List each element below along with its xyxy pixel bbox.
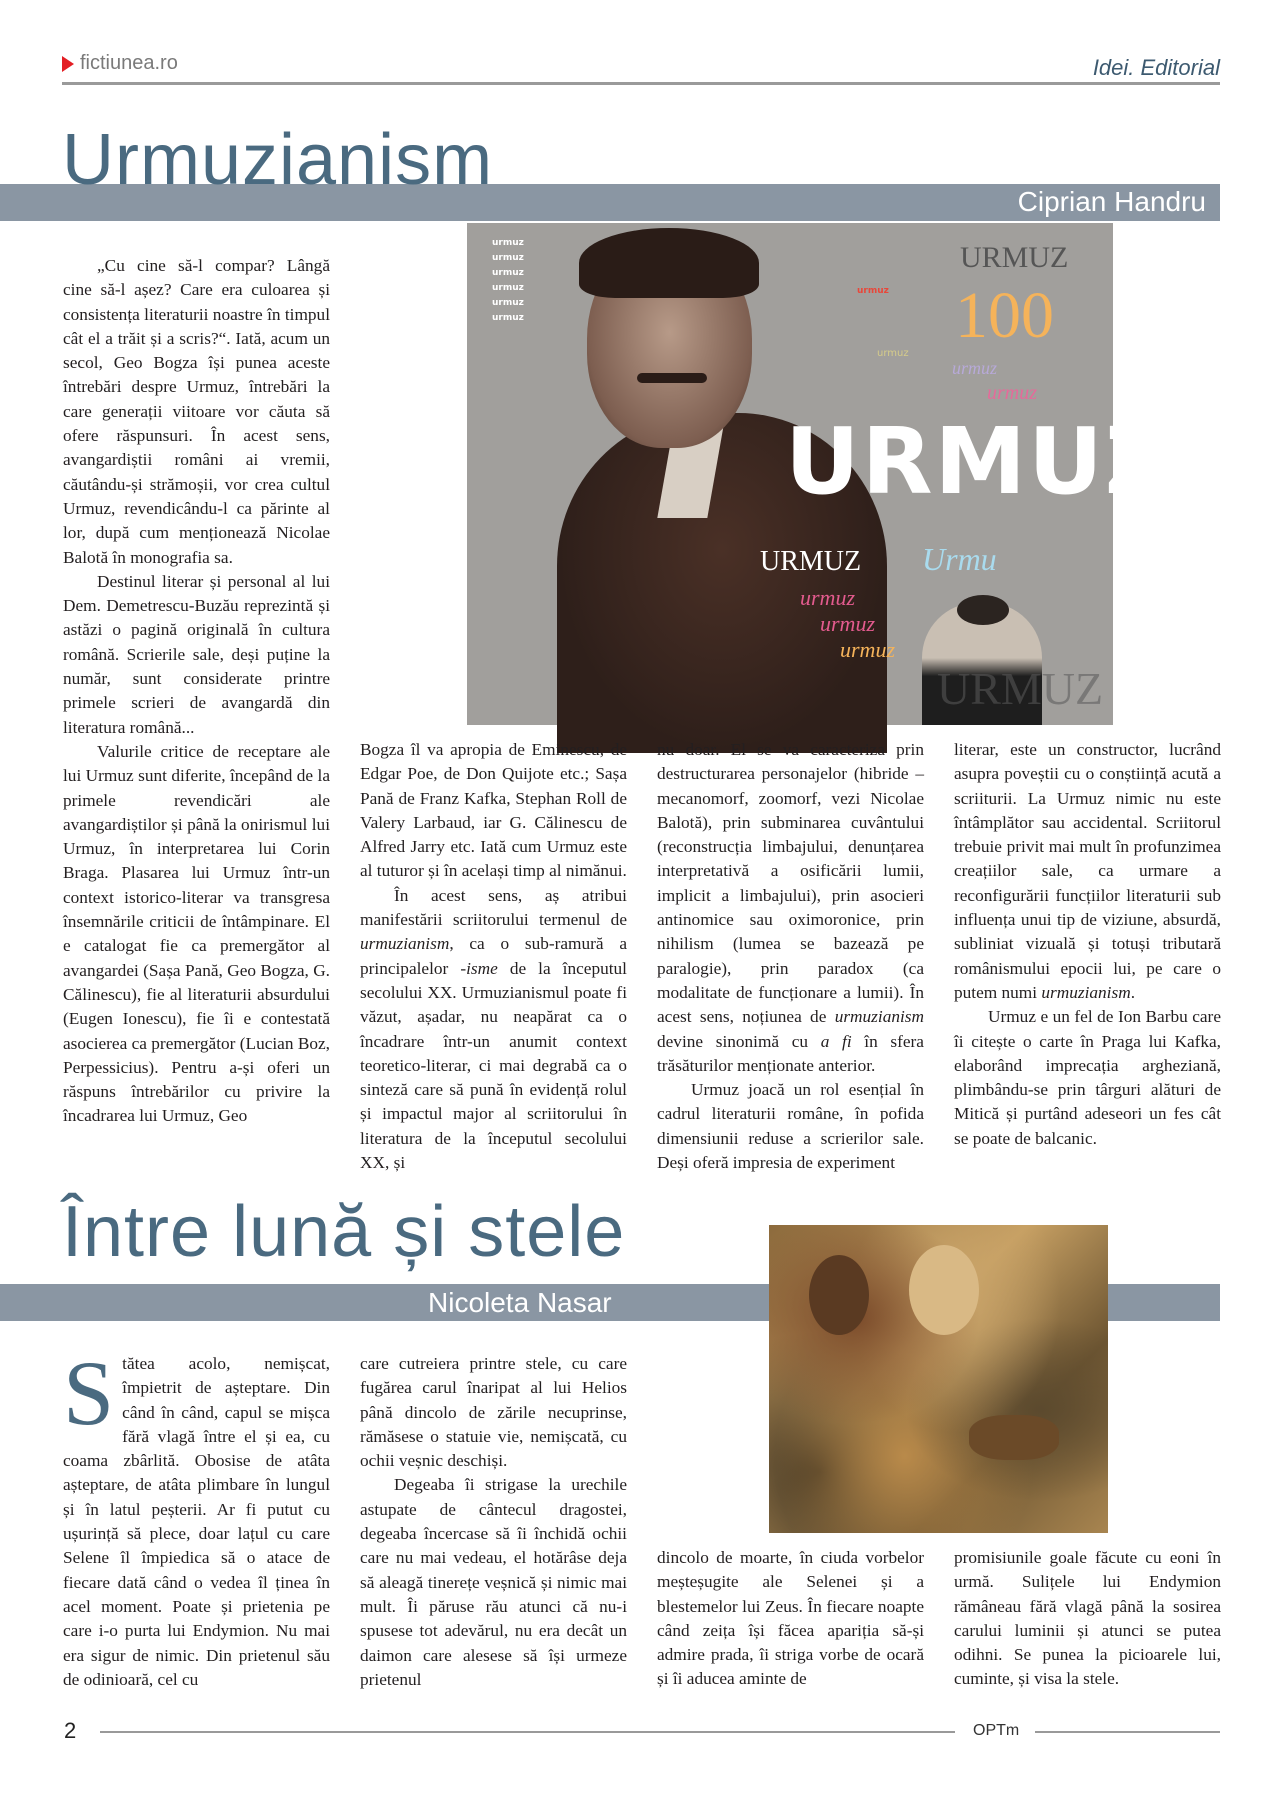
fresco-deer: [969, 1415, 1059, 1460]
urmuz-top-label: URMUZ: [960, 241, 1069, 274]
article1-author: Ciprian Handru: [1017, 186, 1206, 217]
stack-text: urmuz: [492, 238, 524, 248]
paragraph: [954, 1546, 1221, 1692]
paragraph: [657, 1546, 924, 1692]
drop-cap: S: [63, 1342, 115, 1444]
text-run: devine sinonimă cu: [657, 1031, 821, 1051]
site-name[interactable]: [62, 52, 178, 75]
article1-column-2: [360, 738, 627, 1175]
urmuz-bottom-label: URMUZ: [937, 663, 1104, 714]
stack-text: urmuz: [840, 637, 896, 662]
stack-text: urmuz: [492, 298, 524, 308]
text-run: , ca o sub-ramură a principalelor -: [360, 934, 627, 978]
paragraph: [657, 738, 924, 1078]
text-run: „Cu cine să-l compar? Lângă cine să-l așez? Care era culoarea și consistența literaturii noastre în timpul cât el a trăit și a scris?“. Iată, acum un secol, Geo Bogza își punea aceste întrebări despre Urmuz, întrebări la care generații viitoare vor căuta să ofere răspunsuri. În acest sens, avangardiștii români ai vremii, căutându-și strămoșii, vor crea cultul Urmuz, revendicându-l ca părinte al lor, după cum menționează Nicolae Balotă în monografia sa.: [63, 256, 330, 567]
text-run: Degeaba îi strigase la urechile astupate de cântecul dragostei, degeaba încercase să îi închidă ochii care nu mai vedeau, el hotărâse deja să aleagă tinerețe veșnică și nimic mai mult. Îi păruse rău atunci că nu-i spusese tot adevărul, nu era decât un daimon care alesese să își urmeze prietenul: [360, 1475, 627, 1689]
paragraph: [954, 738, 1221, 1005]
article2-author: Nicoleta Nasar: [428, 1287, 612, 1318]
text-run: Bogza îl va apropia de Eminescu, de Edgar Poe, de Don Quijote etc.; Sașa Pană de Franz Kafka, Stephan Roll de Valery Larbaud, iar G. Călinescu de Alfred Jarry etc. Iată cum Urmuz este al tuturor și în același timp al nimănui.: [360, 740, 627, 881]
text-run: În acest sens, aș atribui manifestării scriitorului termenul de: [360, 885, 627, 930]
text-run: care cutreiera printre stele, cu care fugărea carul înaripat al lui Helios până dincolo de zările necuprinse, rămăsese o statuie vie, nemișcată, cu ochii veșnic deschiși.: [360, 1354, 627, 1471]
stack-text: urmuz: [820, 611, 876, 636]
text-run: promisiunile goale făcute cu eoni în urmă. Sulițele lui Endymion rămâneau fără vlagă până la sosirea carului luminii și atunci se putea odihni. Se punea la picioarele lui, cuminte, și visa la stele.: [954, 1548, 1221, 1689]
stack-text: urmuz: [492, 253, 524, 263]
stack-text: urmuz: [492, 268, 524, 278]
article2-column-3: [657, 1546, 924, 1692]
text-run: nu doar. El se va caracteriza prin destructurarea personajelor (hibride – mecanomorf, zoomorf, vezi Nicolae Balotă), prin subminarea cuvântului (reconstrucția limbajului, denunțarea interpretativă a osificării lumii, implicit a limbajului), prin asocieri antinomice sau oximoronice, prin nihilism (lumea se bazează pe paralogie), prin paradox (ca modalitate de funcționare a lumii). În acest sens, noțiunea de: [657, 740, 924, 1027]
article1-column-3: [657, 738, 924, 1175]
urmuz-big: URMUZ: [785, 408, 1174, 515]
text-run: Urmuz e un fel de Ion Barbu care îi citește o carte în Praga lui Kafka, elaborând imprecația argheziană, plimbându-se prin târguri alături de Mitică și purtând adeseori un fes cât se poate de balcanic.: [954, 1007, 1221, 1148]
italic-term: urmuzianism: [834, 1007, 924, 1027]
text-run: .: [1130, 982, 1136, 1002]
urmuz-100: 100: [955, 279, 1054, 352]
magazine-name: OPTm: [973, 1722, 1020, 1739]
stack-text: urmuz: [800, 585, 856, 610]
header-divider: [62, 82, 1220, 85]
text-run: Urmuz joacă un rol esențial în cadrul literaturii române, în pofida dimensiunii reduse a scrierilor sale. Deși oferă impresia de experiment: [657, 1080, 924, 1173]
text-run: de la începutul secolului XX. Urmuzianismul poate fi văzut, așadar, nu neapărat ca o încadrare într-un anumit context teoretico-literar, ci mai degrabă ca o sinteză care să pună în evidență rolul și impactul major al scriitorului în literatura de la începutul secolului XX, și: [360, 958, 627, 1173]
italic-term: urmuzianism: [360, 934, 450, 954]
text-run: în sfera trăsăturilor menționate anterior.: [657, 1031, 924, 1075]
paragraph: [360, 1352, 627, 1473]
article1-title: Urmuzianism: [62, 120, 494, 200]
site-name-label: fictiunea.ro: [80, 52, 178, 74]
urmuz-serif-label: URMUZ: [760, 546, 862, 577]
article1-column-1: [63, 254, 330, 1129]
fresco-figure: [909, 1245, 979, 1335]
urmuz-blue: Urmu: [922, 541, 997, 577]
text-run: literar, este un constructor, lucrând asupra poveștii cu o conștiință acută a scriiturii. La Urmuz nimic nu este întâmplător sau accidental. Scriitorul trebuie privit mai mult în profunzimea creațiilor sale, ca urmare a reconfigurării funcțiilor literaturii sub influența unui tip de viziune, absurdă, subliniat vizuală și totuși tributară românismului epocii lui, pe care o putem numi: [954, 740, 1221, 1002]
text-run: dincolo de moarte, în ciuda vorbelor meșteșugite ale Selenei și a blestemelor lui Zeus. În fiecare noapte când zeița își făcea apariția să-și admire prada, îi striga vorbe de ocară și îi aducea aminte de: [657, 1548, 924, 1689]
stack-text: urmuz: [492, 283, 524, 293]
portrait-mustache: [637, 373, 707, 383]
article1-image-urmuz-collage: [467, 223, 1174, 725]
footer-divider: [1035, 1731, 1220, 1733]
text-run: tătea acolo, nemișcat, împietrit de așteptare. Din când în când, capul se mișca fără vlagă între el și ea, cu coama zbârlită. Obosise de atâta așteptare, de atâta plimbare în lungul și în latul peșterii. Ar fi putut cu ușurință să plece, doar lațul cu care Selene îl împiedica să o atace de fiecare dată când o vedea îl ținea în acel moment. Poate și prietenia pe care i-o purta lui Endymion. Nu mai era sigur de nimic. Din prietenul său de odinioară, cel cu: [63, 1354, 330, 1689]
section-label: Idei. Editorial: [1092, 55, 1220, 80]
portrait-hair: [579, 228, 759, 298]
text-run: Valurile critice de receptare ale lui Urmuz sunt diferite, începând de la primele revendicări ale avangardiștilor și până la onirismul lui Urmuz, în interpretarea lui Corin Braga. Plasarea lui Urmuz într-un context istorico-literar va transgresa însemnările criticii de întâmpinare. El e catalogat fie ca premergător al avangardei (Sașa Pană, Geo Bogza, G. Călinescu), fie al literaturii absurdului (Eugen Ionescu), fie îi e contestată asocierea ca premergător (Lucian Boz, Perpessicius). Pentru a-și oferi un răspuns întrebărilor cu privire la încadrarea lui Urmuz, Geo: [63, 741, 330, 1126]
article2-title: Între lună și stele: [62, 1192, 626, 1272]
article2-column-2: [360, 1352, 627, 1692]
paragraph: [63, 254, 330, 570]
paragraph: [657, 1078, 924, 1175]
italic-term: urmuzianism: [1041, 982, 1131, 1002]
text-run: Destinul literar și personal al lui Dem. Demetrescu-Buzău reprezintă și astăzi o pagină originală în cultura română. Scrierile sale, deși puține la număr, sunt considerate printre primele scrieri de avangardă din literatura română...: [63, 571, 330, 737]
article1-column-4: [954, 738, 1221, 1151]
play-triangle-icon: [62, 56, 74, 72]
urmuz-small-stack: [492, 236, 524, 326]
paragraph: [63, 570, 330, 740]
page-number: 2: [64, 1718, 77, 1743]
italic-term: a fi: [820, 1031, 852, 1051]
urmuz-purple: urmuz: [952, 358, 998, 378]
urmuz-yellow: urmuz: [877, 348, 909, 359]
stack-text: urmuz: [492, 313, 524, 323]
paragraph: [63, 740, 330, 1129]
paragraph: [360, 738, 627, 884]
urmuz-pink: urmuz: [987, 382, 1038, 404]
paragraph: [360, 884, 627, 1176]
article2-column-4: [954, 1546, 1221, 1692]
article2-column-1: [63, 1342, 330, 1692]
fresco-figure: [809, 1255, 869, 1335]
author-photo-hair: [957, 595, 1009, 625]
article2-image-fresco: [769, 1225, 1108, 1533]
paragraph: [360, 1473, 627, 1692]
paragraph: [954, 1005, 1221, 1151]
urmuz-red: urmuz: [857, 286, 889, 296]
footer-divider: [100, 1731, 955, 1733]
italic-term: isme: [466, 958, 498, 978]
urmuz-script-stack: [800, 585, 895, 663]
